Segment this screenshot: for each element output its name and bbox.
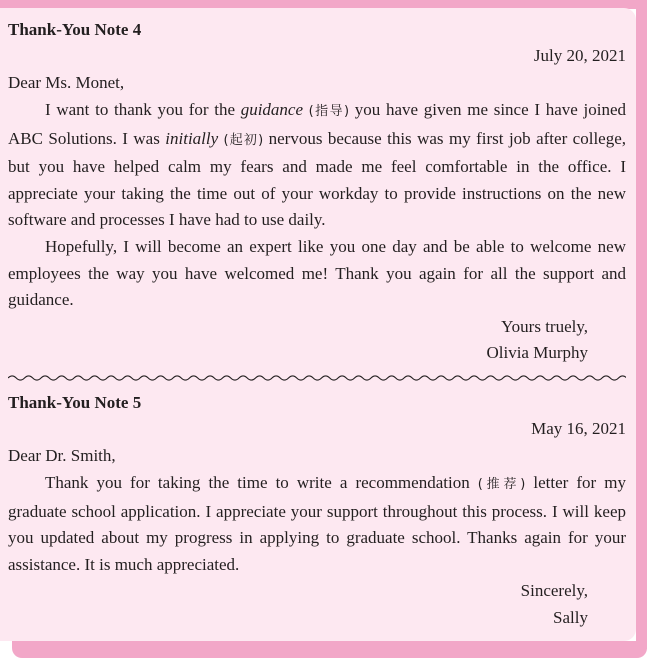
note-heading: Thank-You Note 5 xyxy=(8,393,142,412)
emphasized-word: guidance xyxy=(240,100,304,119)
signature: Olivia Murphy xyxy=(486,343,588,363)
bottom-border xyxy=(12,641,647,658)
text-run: I want to thank you for the xyxy=(45,100,241,119)
note-date: July 20, 2021 xyxy=(533,46,626,65)
closing-phrase: Yours truely, xyxy=(501,316,588,336)
text-run: nervous because this was my first job after college, but you have helped calm my fears and made me feel comfortable in the office. I appreciate your taking the time out of your workday to provide instructions on the new software and processes I have had to use daily. xyxy=(8,128,627,230)
note-closing xyxy=(8,314,626,367)
note-paragraph xyxy=(8,97,626,234)
text-run: Hopefully, I will become an expert like you one day and be able to welcome new employees the way you have welcomed me! Thank you again for all the support and guidance. xyxy=(8,236,626,310)
chinese-gloss: (起初) xyxy=(218,132,264,148)
note-date: May 16, 2021 xyxy=(531,419,626,438)
right-border xyxy=(636,9,647,649)
emphasized-word: initially xyxy=(165,128,219,148)
wavy-divider xyxy=(8,371,626,385)
chinese-gloss: (推荐) xyxy=(477,477,526,492)
note-paragraph xyxy=(8,470,626,578)
note-heading: Thank-You Note 4 xyxy=(8,20,142,39)
thank-you-note-5 xyxy=(8,390,626,632)
text-run: Thank you for taking the time to write a recommendation xyxy=(45,473,478,492)
text-run: you have given me since I have joined ABC Solutions. I was xyxy=(8,100,626,148)
note-closing xyxy=(8,578,626,631)
thank-you-note-4 xyxy=(8,17,626,367)
signature: Sally xyxy=(553,607,588,627)
note-paragraph xyxy=(8,234,626,314)
note-greeting: Dear Ms. Monet, xyxy=(8,73,125,92)
closing-phrase: Sincerely, xyxy=(520,581,588,601)
text-run: letter for my graduate school application. I appreciate your support throughout this process. I will keep you updated about my progress in applying to graduate school. Thanks again for your assistance. It is much appreciated. xyxy=(8,473,626,574)
chinese-gloss: (指导) xyxy=(303,104,350,119)
note-greeting: Dear Dr. Smith, xyxy=(8,446,116,465)
